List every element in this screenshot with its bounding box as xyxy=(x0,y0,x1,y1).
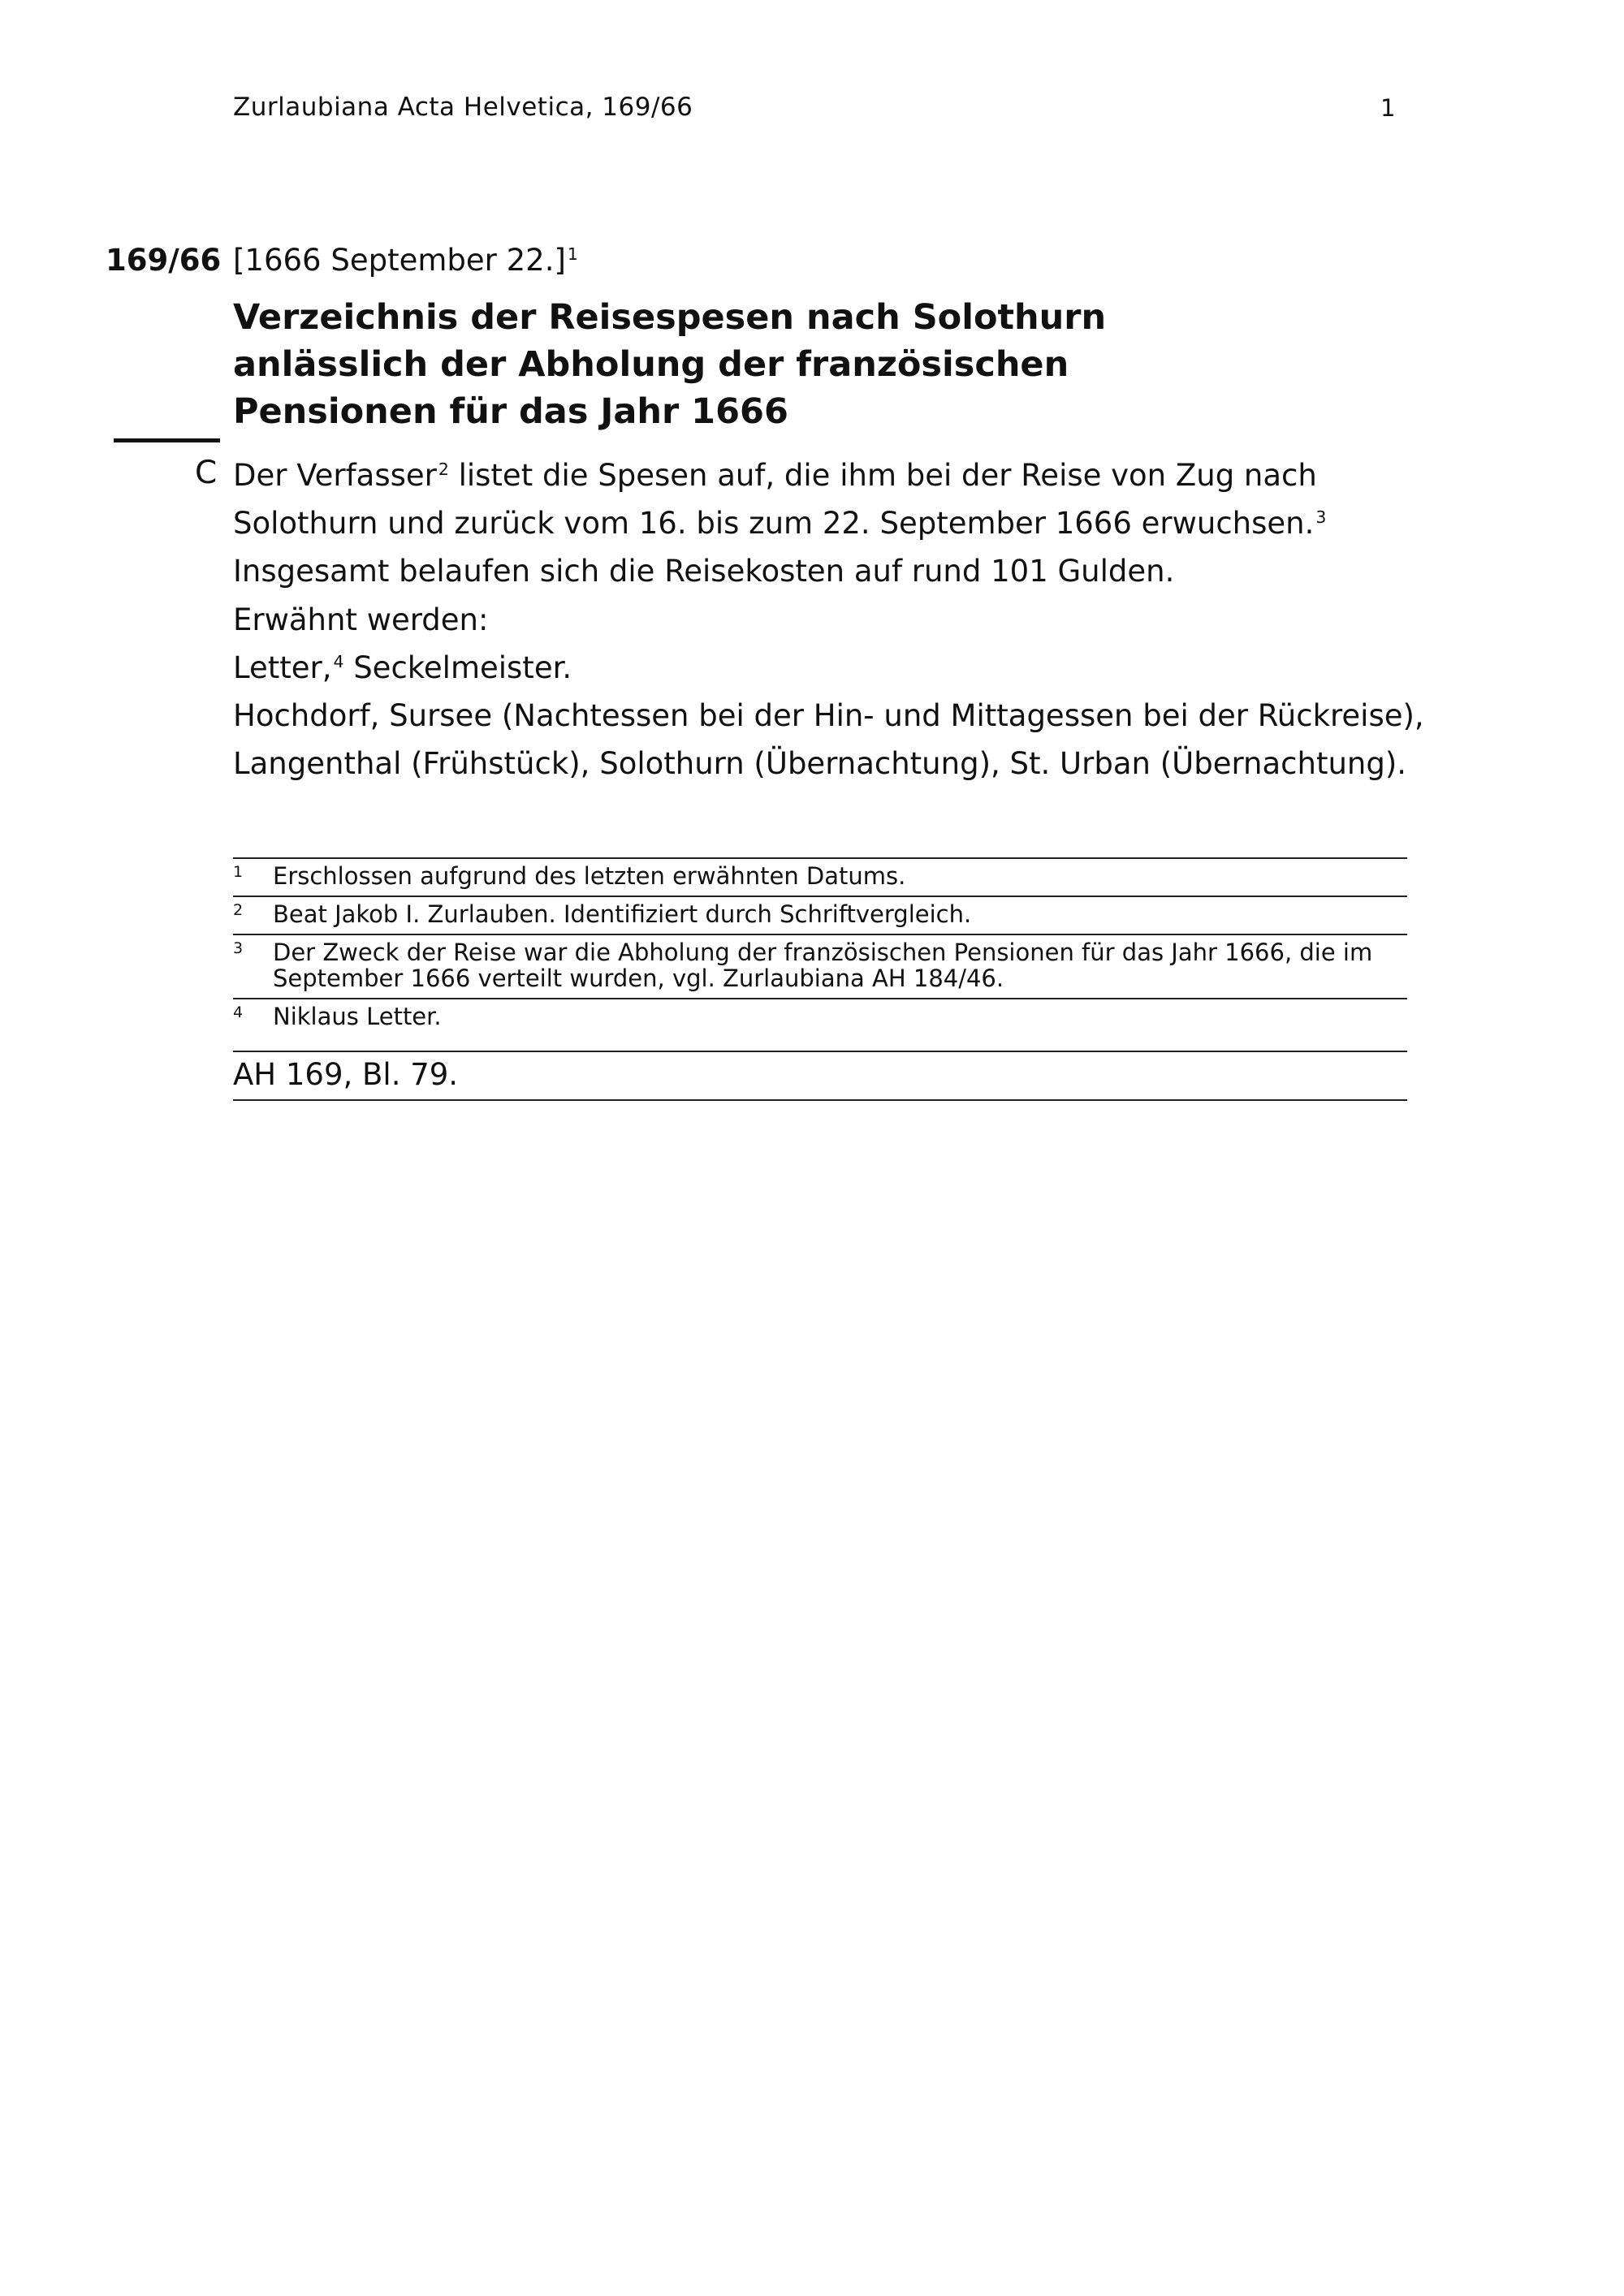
footnote-mark: 1 xyxy=(233,863,244,881)
mentions-heading: Erwähnt werden: xyxy=(233,602,489,637)
source-reference: AH 169, Bl. 79. xyxy=(233,1051,1407,1101)
mentioned-person: Letter, xyxy=(233,650,332,685)
mentions-persons xyxy=(233,644,1419,692)
running-head-title: Zurlaubiana Acta Helvetica, 169/66 xyxy=(233,93,693,122)
footnote-ref-1: 1 xyxy=(567,244,578,264)
document-date-text: [1666 September 22.] xyxy=(233,243,566,278)
footnote-ref-2: 2 xyxy=(438,459,449,479)
document-date xyxy=(233,243,578,278)
footnote-4 xyxy=(233,998,1407,1036)
mentioned-person-role: Seckelmeister. xyxy=(343,650,572,685)
summary-paragraph xyxy=(233,451,1419,595)
mentions-section xyxy=(233,596,1424,788)
page-number: 1 xyxy=(1380,94,1396,122)
footnote-mark: 2 xyxy=(233,901,244,919)
footnotes xyxy=(233,857,1407,1101)
summary-part-3: Insgesamt belaufen sich die Reisekosten auf rund 101 Gulden. xyxy=(233,554,1175,589)
footnote-mark: 4 xyxy=(233,1003,244,1021)
footnote-text: Erschlossen aufgrund des letzten erwähnten Datums. xyxy=(273,862,906,890)
footnote-2 xyxy=(233,896,1407,934)
footnote-1 xyxy=(233,857,1407,896)
document-number: 169/66 xyxy=(106,243,222,278)
footnote-ref-4: 4 xyxy=(333,651,344,671)
footnote-text: Der Zweck der Reise war die Abholung der französischen Pensionen für das Jahr 1666, die im September 1666 verteilt wurden, vgl. Zurlaubiana AH 184/46. xyxy=(273,939,1373,992)
content-letter: C xyxy=(195,455,218,491)
mentions-places-line-1: Hochdorf, Sursee (Nachtessen bei der Hin- und Mittagessen bei der Rückreise), xyxy=(233,698,1424,733)
summary-part-1: Der Verfasser xyxy=(233,458,437,493)
document-title: Verzeichnis der Reisespesen nach Solothurn anlässlich der Abholung der französischen Pensionen für das Jahr 1666 xyxy=(233,297,1107,432)
footnote-text: Beat Jakob I. Zurlauben. Identifiziert durch Schriftvergleich. xyxy=(273,900,972,928)
mentions-places-line-2: Langenthal (Frühstück), Solothurn (Übernachtung), St. Urban (Übernachtung). xyxy=(233,746,1407,781)
footnote-mark: 3 xyxy=(233,939,244,957)
footnote-3 xyxy=(233,934,1407,998)
summary-part-2: listet die Spesen auf, die ihm bei der Reise von Zug nach Solothurn und zurück vom 16. bis zum 22. September 1666 erwuchsen. xyxy=(233,458,1317,541)
footnote-text: Niklaus Letter. xyxy=(273,1003,442,1030)
margin-rule xyxy=(114,438,220,442)
footnote-ref-3: 3 xyxy=(1315,507,1327,527)
